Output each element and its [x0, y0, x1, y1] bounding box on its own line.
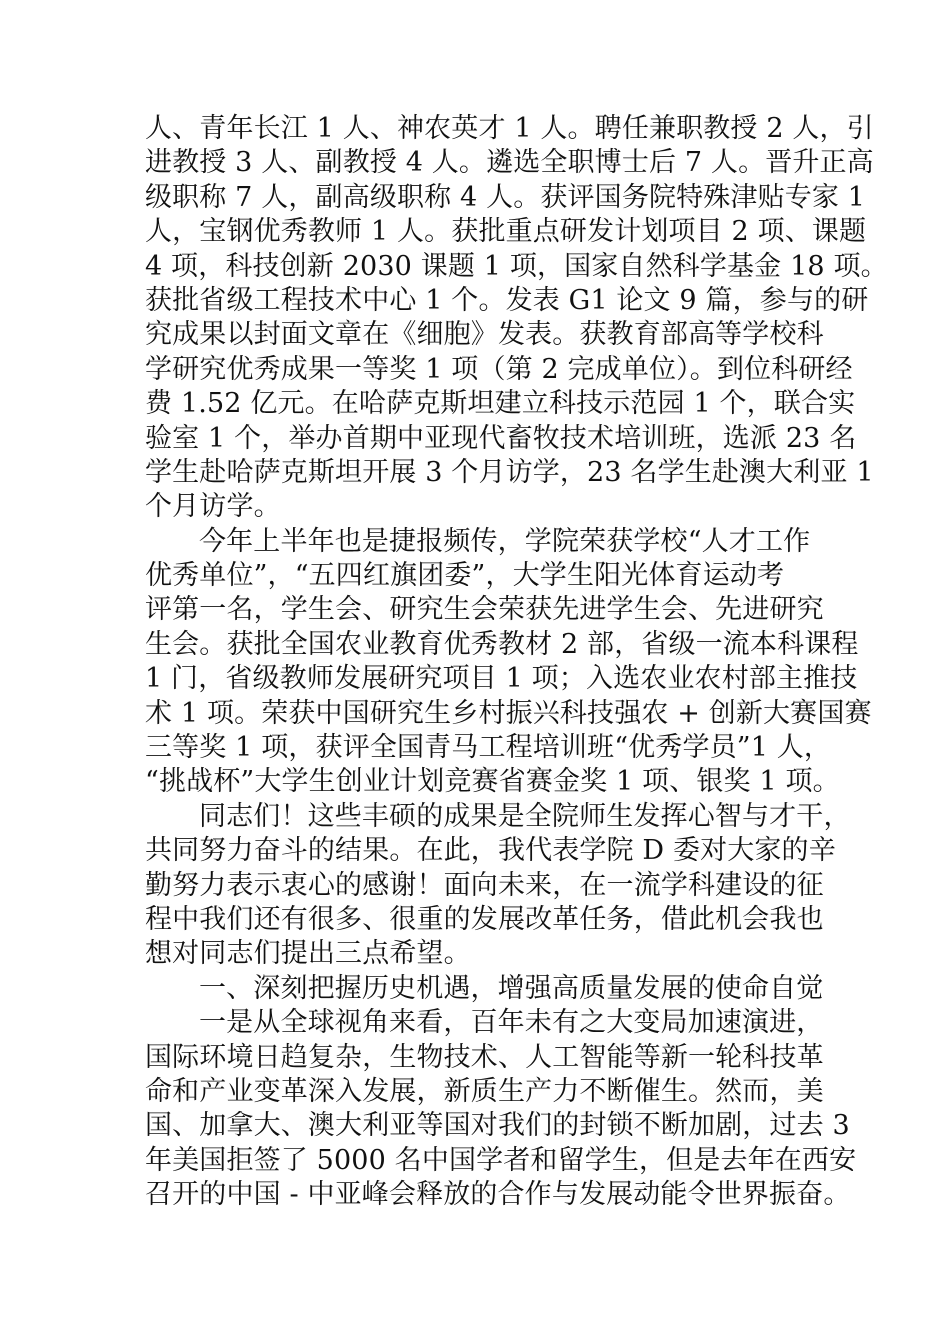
text-line: 1 门，省级教师发展研究项目 1 项；入选农业农村部主推技 [145, 663, 858, 695]
text-line: 勤努力表示衷心的感谢！面向未来，在一流学科建设的征 [145, 869, 824, 901]
paragraph-first-line: 今年上半年也是捷报频传，学院荣获学校“人才工作 [199, 525, 811, 557]
text-line: 年美国拒签了 5000 名中国学者和留学生，但是去年在西安 [145, 1144, 857, 1176]
text-line: 程中我们还有很多、很重的发展改革任务，借此机会我也 [145, 903, 824, 935]
section-heading: 一、深刻把握历史机遇，增强高质量发展的使命自觉 [199, 972, 824, 1004]
text-line: 生会。获批全国农业教育优秀教材 2 部，省级一流本科课程 [145, 628, 859, 660]
text-line: 获批省级工程技术中心 1 个。发表 G1 论文 9 篇，参与的研 [145, 284, 869, 316]
text-line: 命和产业变革深入发展，新质生产力不断催生。然而，美 [145, 1075, 824, 1107]
paragraph-first-line: 一是从全球视角来看，百年未有之大变局加速演进， [199, 1007, 824, 1039]
text-line: 级职称 7 人，副高级职称 4 人。获评国务院特殊津贴专家 1 [145, 181, 866, 213]
text-line: “挑战杯”大学生创业计划竞赛省赛金奖 1 项、银奖 1 项。 [145, 766, 840, 798]
text-line: 术 1 项。荣获中国研究生乡村振兴科技强农 + 创新大赛国赛 [145, 697, 872, 729]
text-line: 人，宝钢优秀教师 1 人。获批重点研发计划项目 2 项、课题 [145, 216, 867, 248]
text-line: 想对同志们提出三点希望。 [145, 938, 471, 970]
text-line: 验室 1 个，举办首期中亚现代畜牧技术培训班，选派 23 名 [145, 422, 857, 454]
text-line: 国、加拿大、澳大利亚等国对我们的封锁不断加剧，过去 3 [145, 1110, 850, 1142]
text-line: 国际环境日趋复杂，生物技术、人工智能等新一轮科技革 [145, 1041, 824, 1073]
text-line: 学生赴哈萨克斯坦开展 3 个月访学，23 名学生赴澳大利亚 1 [145, 456, 874, 488]
text-line: 优秀单位”，“五四红旗团委”，大学生阳光体育运动考 [145, 560, 785, 592]
text-line: 人、青年长江 1 人、神农英才 1 人。聘任兼职教授 2 人，引 [145, 113, 874, 144]
text-line: 学研究优秀成果一等奖 1 项（第 2 完成单位）。到位科研经 [145, 353, 853, 385]
text-line: 共同努力奋斗的结果。在此，我代表学院 D 委对大家的辛 [145, 835, 836, 867]
text-line: 究成果以封面文章在《细胞》发表。获教育部高等学校科 [145, 319, 824, 351]
text-line: 召开的中国 - 中亚峰会释放的合作与发展动能令世界振奋。 [145, 1179, 851, 1211]
text-line: 评第一名，学生会、研究生会荣获先进学生会、先进研究 [145, 594, 824, 626]
text-line: 个月访学。 [145, 491, 281, 523]
document-body [145, 112, 888, 1213]
text-line: 4 项，科技创新 2030 课题 1 项，国家自然科学基金 18 项。 [145, 250, 888, 282]
text-line: 三等奖 1 项，获评全国青马工程培训班“优秀学员”1 人， [145, 732, 832, 764]
text-line: 费 1.52 亿元。在哈萨克斯坦建立科技示范园 1 个，联合实 [145, 388, 856, 420]
text-line: 进教授 3 人、副教授 4 人。遴选全职博士后 7 人。晋升正高 [145, 147, 874, 179]
paragraph-first-line: 同志们！这些丰硕的成果是全院师生发挥心智与才干， [199, 800, 851, 832]
